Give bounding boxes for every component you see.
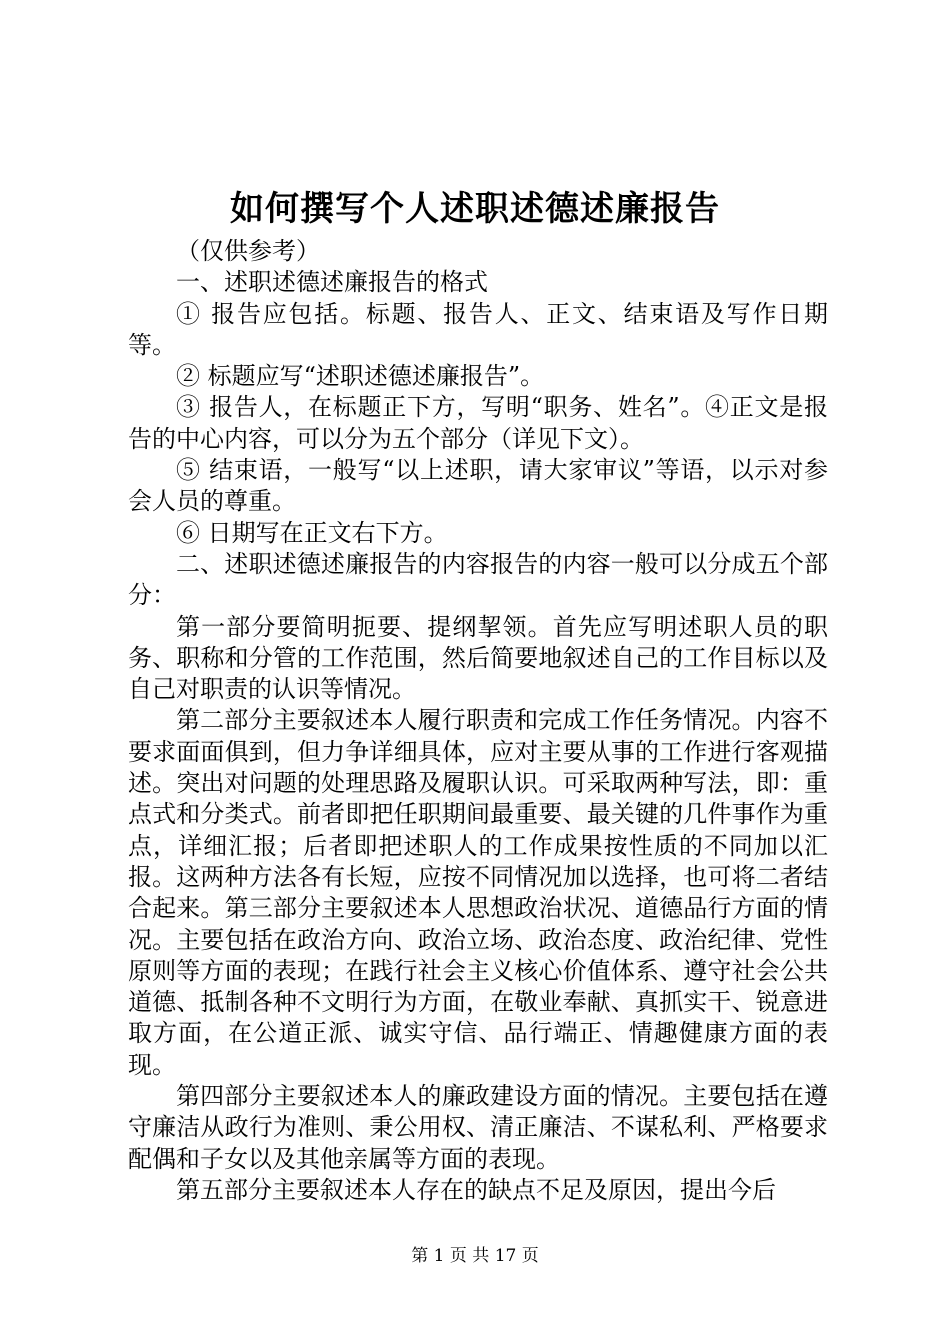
document-body [128,236,828,1206]
page-footer: 第 1 页 共 17 页 [411,1246,539,1266]
paragraph-part-four: 第四部分主要叙述本人的廉政建设方面的情况。主要包括在遵守廉洁从政行为准则、秉公用权、清正廉洁、不谋私利、严格要求配偶和子女以及其他亲属等方面的表现。 [128,1082,828,1173]
paragraph-format-item-6: ⑥ 日期写在正文右下方。 [176,518,448,547]
paragraph-format-item-2: ② 标题应写“述职述德述廉报告”。 [176,362,545,391]
paragraph-note: （仅供参考） [176,237,320,265]
paragraph-format-item-1: ① 报告应包括。标题、报告人、正文、结束语及写作日期等。 [128,299,828,359]
paragraph-section-two-heading: 二、述职述德述廉报告的内容报告的内容一般可以分成五个部分： [128,549,828,610]
paragraph-format-item-5: ⑤ 结束语，一般写“以上述职，请大家审议”等语，以示对参会人员的尊重。 [128,456,828,516]
paragraph-section-one-heading: 一、述职述德述廉报告的格式 [176,268,488,297]
paragraph-part-five: 第五部分主要叙述本人存在的缺点不足及原因，提出今后 [176,1175,776,1204]
paragraph-part-one: 第一部分要简明扼要、提纲挈领。首先应写明述职人员的职务、职称和分管的工作范围，然后简要地叙述自己的工作目标以及自己对职责的认识等情况。 [128,612,828,704]
paragraph-part-two-three: 第二部分主要叙述本人履行职责和完成工作任务情况。内容不要求面面俱到，但力争详细具体，应对主要从事的工作进行客观描述。突出对问题的处理思路及履职认识。可采取两种写法，即：重点式和分类式。前者即把任职期间最重要、最关键的几件事作为重点，详细汇报；后者即把述职人的工作成果按性质的不同加以汇报。这两种方法各有长短，应按不同情况加以选择，也可将二者结合起来。第三部分主要叙述本人思想政治状况、道德品行方面的情况。主要包括在政治方向、政治立场、政治态度、政治纪律、党性原则等方面的表现；在践行社会主义核心价值体系、遵守社会公共道德、抵制各种不文明行为方面，在敬业奉献、真抓实干、锐意进取方面，在公道正派、诚实守信、品行端正、情趣健康方面的表现。 [128,706,828,1079]
paragraph-format-item-3-4: ③ 报告人，在标题正下方，写明“职务、姓名”。④正文是报告的中心内容，可以分为五个部分（详见下文）。 [128,393,828,453]
document-title: 如何撰写个人述职述德述廉报告 [230,189,720,229]
